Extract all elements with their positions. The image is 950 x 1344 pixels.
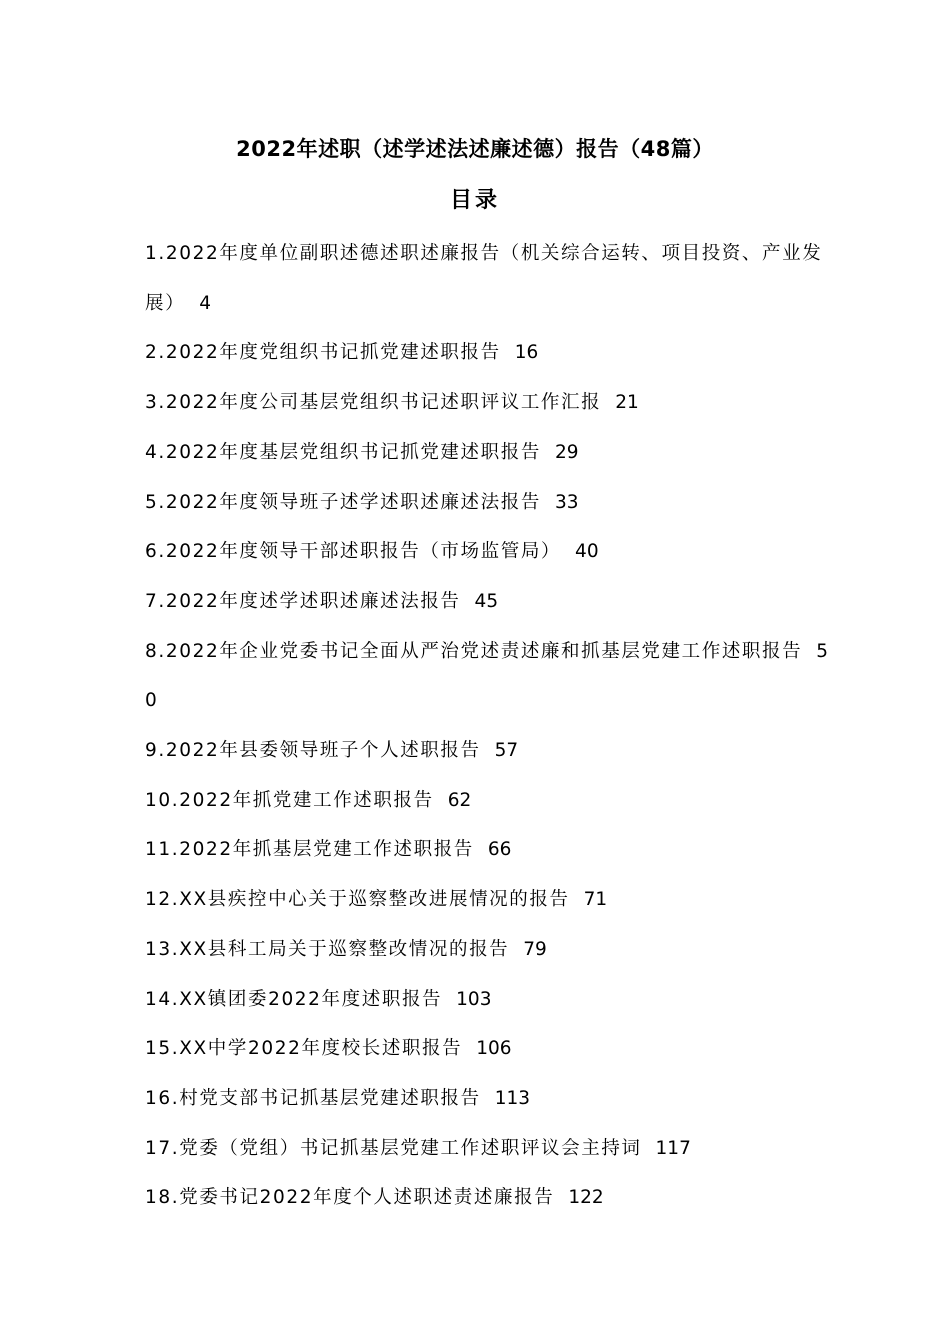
toc-entry[interactable] <box>145 975 835 1025</box>
toc-entry[interactable] <box>145 1124 835 1174</box>
toc-entry-page-number: 45 <box>474 590 499 612</box>
toc-entry-title: 5.2022年度领导班子述学述职述廉述法报告 <box>145 491 541 513</box>
toc-entry-page-number: 117 <box>655 1137 691 1159</box>
toc-entry[interactable] <box>145 478 835 528</box>
toc-entry-title: 2.2022年度党组织书记抓党建述职报告 <box>145 342 501 364</box>
toc-entry-page-number: 66 <box>487 839 512 861</box>
toc-entry-title: 9.2022年县委领导班子个人述职报告 <box>145 740 481 762</box>
toc-entry[interactable] <box>145 229 835 328</box>
toc-entry-title: 8.2022年企业党委书记全面从严治党述责述廉和抓基层党建工作述职报告 <box>145 640 803 662</box>
toc-entry-title: 10.2022年抓党建工作述职报告 <box>145 789 434 811</box>
toc-entry-title: 3.2022年度公司基层党组织书记述职评议工作汇报 <box>145 392 602 414</box>
toc-entry-page-number: 103 <box>456 988 492 1010</box>
toc-entry[interactable] <box>145 825 835 875</box>
toc-entry-page-number: 16 <box>514 342 539 364</box>
toc-entry-page-number: 57 <box>494 740 519 762</box>
toc-heading: 目录 <box>449 188 500 213</box>
toc-entry-title: 6.2022年度领导干部述职报告（市场监管局） <box>145 541 562 563</box>
document-title: 2022年述职（述学述法述廉述德）报告（48篇） <box>236 137 714 161</box>
toc-entry-page-number: 62 <box>447 789 472 811</box>
toc-entry[interactable] <box>145 925 835 975</box>
toc-entry[interactable] <box>145 378 835 428</box>
toc-entry-title: 12.XX县疾控中心关于巡察整改进展情况的报告 <box>145 889 570 911</box>
toc-entry-page-number: 122 <box>568 1187 604 1209</box>
toc-entry-page-number: 4 <box>199 292 211 314</box>
toc-entry[interactable] <box>145 1074 835 1124</box>
toc-entry-title: 15.XX中学2022年度校长述职报告 <box>145 1038 463 1060</box>
toc-entry[interactable] <box>145 776 835 826</box>
toc-entry-page-number: 79 <box>523 938 547 960</box>
toc-entry-title: 18.党委书记2022年度个人述职述责述廉报告 <box>145 1187 555 1209</box>
toc-entry[interactable] <box>145 1024 835 1074</box>
toc-entry-title: 1.2022年度单位副职述德述职述廉报告（机关综合运转、项目投资、产业发展） <box>145 243 823 314</box>
toc-entry-title: 14.XX镇团委2022年度述职报告 <box>145 988 443 1010</box>
toc-entry[interactable] <box>145 328 835 378</box>
toc-entry-page-number: 33 <box>554 491 579 513</box>
toc-entry-page-number: 113 <box>494 1087 531 1109</box>
toc-entry-page-number: 40 <box>575 541 599 563</box>
table-of-contents <box>145 229 835 1223</box>
toc-entry-title: 7.2022年度述学述职述廉述法报告 <box>145 590 461 612</box>
toc-entry[interactable] <box>145 726 835 776</box>
toc-entry-page-number: 71 <box>583 889 608 911</box>
toc-entry-title: 4.2022年度基层党组织书记抓党建述职报告 <box>145 441 541 463</box>
toc-entry[interactable] <box>145 577 835 627</box>
toc-entry[interactable] <box>145 527 835 577</box>
toc-entry-page-number: 29 <box>554 441 579 463</box>
toc-entry[interactable] <box>145 875 835 925</box>
toc-entry-title: 16.村党支部书记抓基层党建述职报告 <box>145 1087 481 1109</box>
toc-entry-title: 13.XX县科工局关于巡察整改情况的报告 <box>145 938 510 960</box>
toc-entry[interactable] <box>145 627 835 726</box>
toc-entry-page-number: 106 <box>476 1038 512 1060</box>
toc-entry-title: 17.党委（党组）书记抓基层党建工作述职评议会主持词 <box>145 1137 642 1159</box>
toc-entry[interactable] <box>145 1173 835 1223</box>
toc-entry-title: 11.2022年抓基层党建工作述职报告 <box>145 839 474 861</box>
toc-entry[interactable] <box>145 428 835 478</box>
toc-entry-page-number: 50 <box>145 640 829 712</box>
toc-entry-page-number: 21 <box>615 392 639 414</box>
